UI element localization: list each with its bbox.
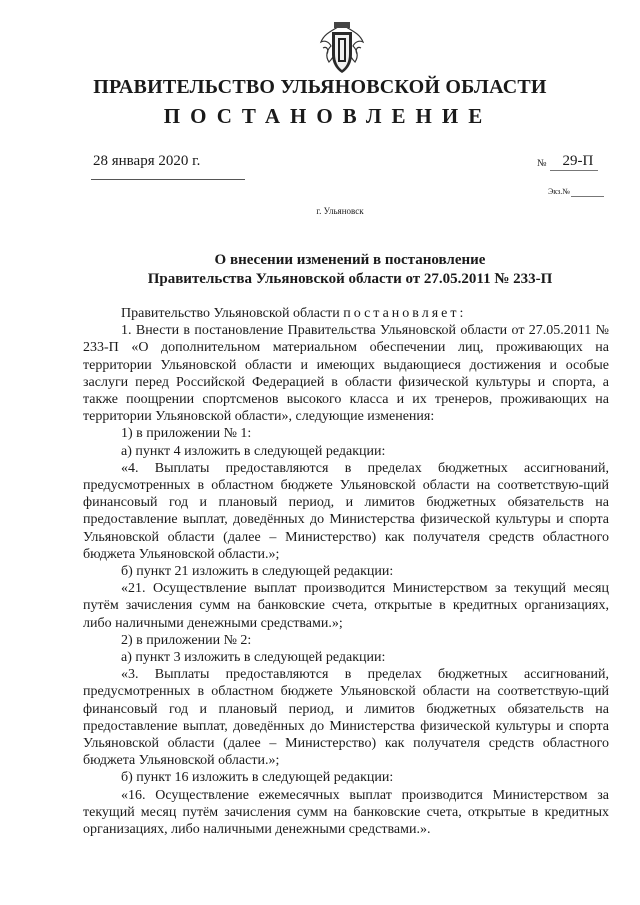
number-underline [550, 170, 598, 171]
paragraph: б) пункт 16 изложить в следующей редакции: [121, 770, 394, 786]
paragraph: б) пункт 21 изложить в следующей редакции: [121, 564, 394, 580]
paragraph: «3. Выплаты предоставляются в пределах бюджетных ассигнований, предусмотренных в областном бюджете Ульяновской области на соответствую-щий финансовый год и плановый период, и лимитов бюджетных обязательств на предоставление выплат, доведённых до Министерства физической культуры и спорта Ульяновской области (далее – Министерство) как получателя средств областного бюджета Ульяновской области.»; [83, 667, 609, 769]
paragraph: 1. Внести в постановление Правительства Ульяновской области от 27.05.2011 № 233-П «О дополнительном материальном обеспечении лиц, проживающих на территории Ульяновской области и имеющих выдающиеся достижения и особые заслуги перед Российской Федерацией в области физической культуры и спорта, а также поощрении спортсменов высокого класса и их тренеров, проживающих на территории Ульяновской области», следующие изменения: [83, 323, 609, 425]
city: г. Ульяновск [316, 206, 364, 216]
paragraph: «4. Выплаты предоставляются в пределах бюджетных ассигнований, предусмотренных в областном бюджете Ульяновской области на соответствую-щий финансовый год и плановый период, и лимитов бюджетных обязательств на предоставление выплат, доведённых до Министерства физической культуры и спорта Ульяновской области (далее – Министерство) как получателя средств областного бюджета Ульяновской области.»; [83, 460, 609, 562]
paragraph: 2) в приложении № 2: [121, 632, 252, 648]
organization-title: ПРАВИТЕЛЬСТВО УЛЬЯНОВСКОЙ ОБЛАСТИ [93, 76, 547, 98]
number-value: 29-П [562, 153, 594, 169]
intro-paragraph [83, 305, 609, 322]
copy-number-label: Экз.№ [548, 187, 570, 196]
number-sign: № [537, 158, 547, 169]
document-date: 28 января 2020 г. [93, 153, 201, 169]
coat-of-arms-icon [319, 20, 365, 76]
document-body [83, 305, 609, 838]
intro-prefix: Правительство Ульяновской области [121, 306, 344, 321]
intro-verb: постановляет: [343, 306, 467, 321]
subject-line-2: Правительства Ульяновской области от 27.05.2011 № 233-П [147, 271, 553, 287]
date-underline [91, 179, 245, 180]
document-number [537, 153, 593, 170]
paragraph: а) пункт 4 изложить в следующей редакции: [121, 443, 386, 459]
paragraph: «21. Осуществление выплат производится Министерством за текущий месяц путём зачисления сумм на банковские счета, открытые в кредитных организациях, либо наличными денежными средствами.»; [83, 581, 609, 631]
paragraph: 1) в приложении № 1: [121, 426, 252, 442]
paragraph: а) пункт 3 изложить в следующей редакции: [121, 650, 386, 666]
document-type-title: ПОСТАНОВЛЕНИЕ [163, 104, 493, 128]
document-subject [0, 251, 640, 289]
copy-number-underline [571, 196, 604, 197]
subject-line-1: О внесении изменений в постановление [214, 252, 486, 268]
paragraph: «16. Осуществление ежемесячных выплат производится Министерством за текущий месяц путём зачисления сумм на банковские счета, открытые в кредитных организациях, либо наличными денежными средствами.». [83, 787, 609, 838]
